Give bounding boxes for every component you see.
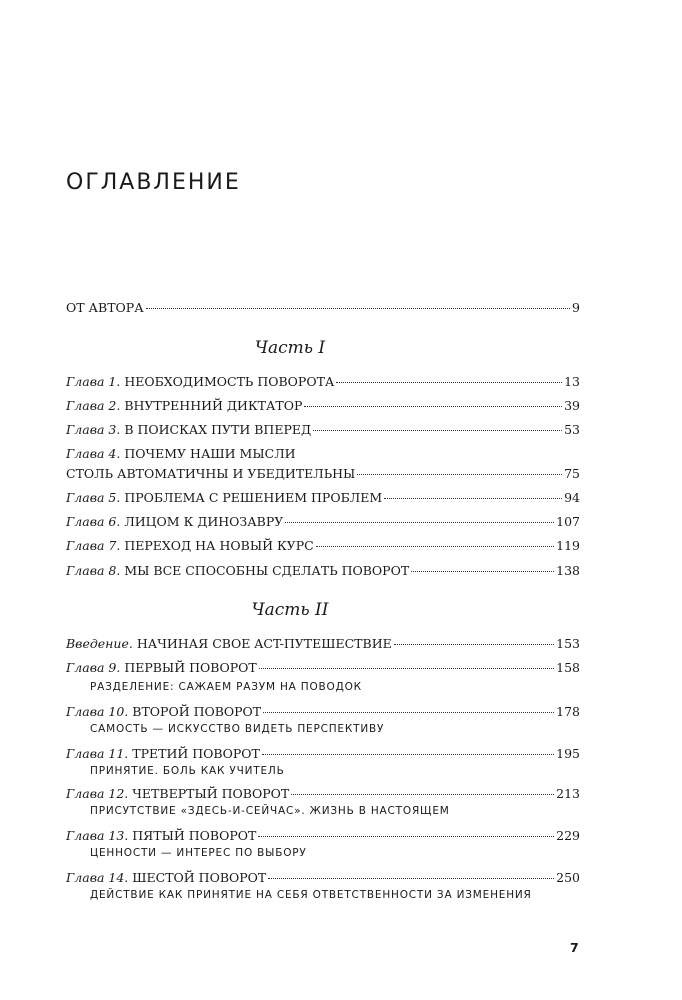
chapter-prefix: Глава 3. [66,422,121,437]
dot-leader [291,794,554,795]
toc-entry-label: ОТ АВТОРА [66,300,144,315]
chapter-prefix: Глава 11. [66,746,129,761]
chapter-title: ПРОБЛЕМА С РЕШЕНИЕМ ПРОБЛЕМ [124,490,383,505]
dot-leader [268,878,554,879]
toc-entry-page: 250 [556,870,580,885]
toc-entry-page: 195 [556,746,580,761]
dot-leader [262,754,554,755]
chapter-subtitle: ПРИСУТСТВИЕ «ЗДЕСЬ-И-СЕЙЧАС». ЖИЗНЬ В НАСТОЯЩЕМ [90,805,450,817]
toc-entry-page: 39 [564,398,580,413]
chapter-prefix: Глава 8. [66,563,121,578]
page-title: ОГЛАВЛЕНИЕ [66,170,241,195]
dot-leader [394,644,554,645]
toc-entry-intro[interactable] [66,636,580,652]
chapter-title: НЕОБХОДИМОСТЬ ПОВОРОТА [124,374,335,389]
chapter-subtitle: ПРИНЯТИЕ. БОЛЬ КАК УЧИТЕЛЬ [90,765,285,777]
chapter-title: ЛИЦОМ К ДИНОЗАВРУ [124,514,284,529]
chapter-subtitle: САМОСТЬ — ИСКУССТВО ВИДЕТЬ ПЕРСПЕКТИВУ [90,723,385,735]
toc-entry-chapter-4-line2[interactable] [66,466,580,482]
toc-entry-chapter-9[interactable] [66,660,580,676]
chapter-title: ВНУТРЕННИЙ ДИКТАТОР [124,398,303,413]
chapter-title: ВТОРОЙ ПОВОРОТ [132,704,262,719]
chapter-title: ПОЧЕМУ НАШИ МЫСЛИ [124,446,296,461]
toc-entry-page: 107 [556,514,580,529]
dot-leader [313,430,562,431]
toc-entry-chapter-4-line1[interactable] [66,446,296,462]
toc-entry-page: 53 [564,422,580,437]
toc-entry-chapter-2[interactable] [66,398,580,414]
chapter-prefix: Глава 2. [66,398,121,413]
chapter-prefix: Глава 6. [66,514,121,529]
part-heading-1: Часть I [254,338,326,358]
dot-leader [146,308,570,309]
chapter-title: МЫ ВСЕ СПОСОБНЫ СДЕЛАТЬ ПОВОРОТ [124,563,410,578]
chapter-subtitle: ДЕЙСТВИЕ КАК ПРИНЯТИЕ НА СЕБЯ ОТВЕТСТВЕННОСТИ ЗА ИЗМЕНЕНИЯ [90,889,532,901]
chapter-title: ПЕРВЫЙ ПОВОРОТ [124,660,257,675]
toc-entry-chapter-6[interactable] [66,514,580,530]
chapter-prefix: Глава 10. [66,704,129,719]
toc-entry-page: 153 [556,636,580,651]
chapter-prefix: Глава 9. [66,660,121,675]
dot-leader [304,406,562,407]
toc-entry-page: 75 [564,466,580,481]
dot-leader [384,498,562,499]
toc-entry-chapter-3[interactable] [66,422,580,438]
dot-leader [336,382,562,383]
dot-leader [259,668,554,669]
toc-entry-page: 229 [556,828,580,843]
part-heading-2: Часть II [251,600,329,620]
chapter-subtitle: РАЗДЕЛЕНИЕ: САЖАЕМ РАЗУМ НА ПОВОДОК [90,681,362,693]
toc-entry-chapter-1[interactable] [66,374,580,390]
chapter-prefix: Введение. [66,636,133,651]
dot-leader [357,474,562,475]
chapter-prefix: Глава 1. [66,374,121,389]
toc-entry-author[interactable] [66,300,580,316]
chapter-prefix: Глава 5. [66,490,121,505]
chapter-prefix: Глава 4. [66,446,121,461]
chapter-title: ТРЕТИЙ ПОВОРОТ [132,746,260,761]
chapter-title-continued: СТОЛЬ АВТОМАТИЧНЫ И УБЕДИТЕЛЬНЫ [66,466,356,481]
dot-leader [263,712,554,713]
dot-leader [411,571,554,572]
chapter-prefix: Глава 7. [66,538,121,553]
page-number: 7 [570,940,579,955]
chapter-title: ШЕСТОЙ ПОВОРОТ [132,870,267,885]
toc-entry-page: 9 [572,300,580,315]
toc-entry-chapter-14[interactable] [66,870,580,886]
chapter-title: НАЧИНАЯ СВОЕ ACT-ПУТЕШЕСТВИЕ [136,636,392,651]
toc-entry-chapter-8[interactable] [66,563,580,579]
toc-entry-page: 94 [564,490,580,505]
toc-entry-chapter-5[interactable] [66,490,580,506]
chapter-prefix: Глава 12. [66,786,129,801]
dot-leader [258,836,554,837]
toc-entry-chapter-7[interactable] [66,538,580,554]
toc-entry-page: 119 [556,538,580,553]
toc-entry-chapter-13[interactable] [66,828,580,844]
toc-entry-chapter-11[interactable] [66,746,580,762]
chapter-title: ПЕРЕХОД НА НОВЫЙ КУРС [124,538,314,553]
toc-entry-page: 213 [556,786,580,801]
toc-entry-chapter-10[interactable] [66,704,580,720]
chapter-title: ЧЕТВЕРТЫЙ ПОВОРОТ [132,786,290,801]
toc-entry-page: 138 [556,563,580,578]
dot-leader [316,546,554,547]
toc-entry-chapter-12[interactable] [66,786,580,802]
dot-leader [285,522,554,523]
chapter-subtitle: ЦЕННОСТИ — ИНТЕРЕС ПО ВЫБОРУ [90,847,307,859]
toc-entry-page: 13 [564,374,580,389]
toc-entry-page: 158 [556,660,580,675]
toc-entry-page: 178 [556,704,580,719]
chapter-title: ПЯТЫЙ ПОВОРОТ [132,828,257,843]
chapter-prefix: Глава 13. [66,828,129,843]
chapter-prefix: Глава 14. [66,870,129,885]
chapter-title: В ПОИСКАХ ПУТИ ВПЕРЕД [124,422,312,437]
